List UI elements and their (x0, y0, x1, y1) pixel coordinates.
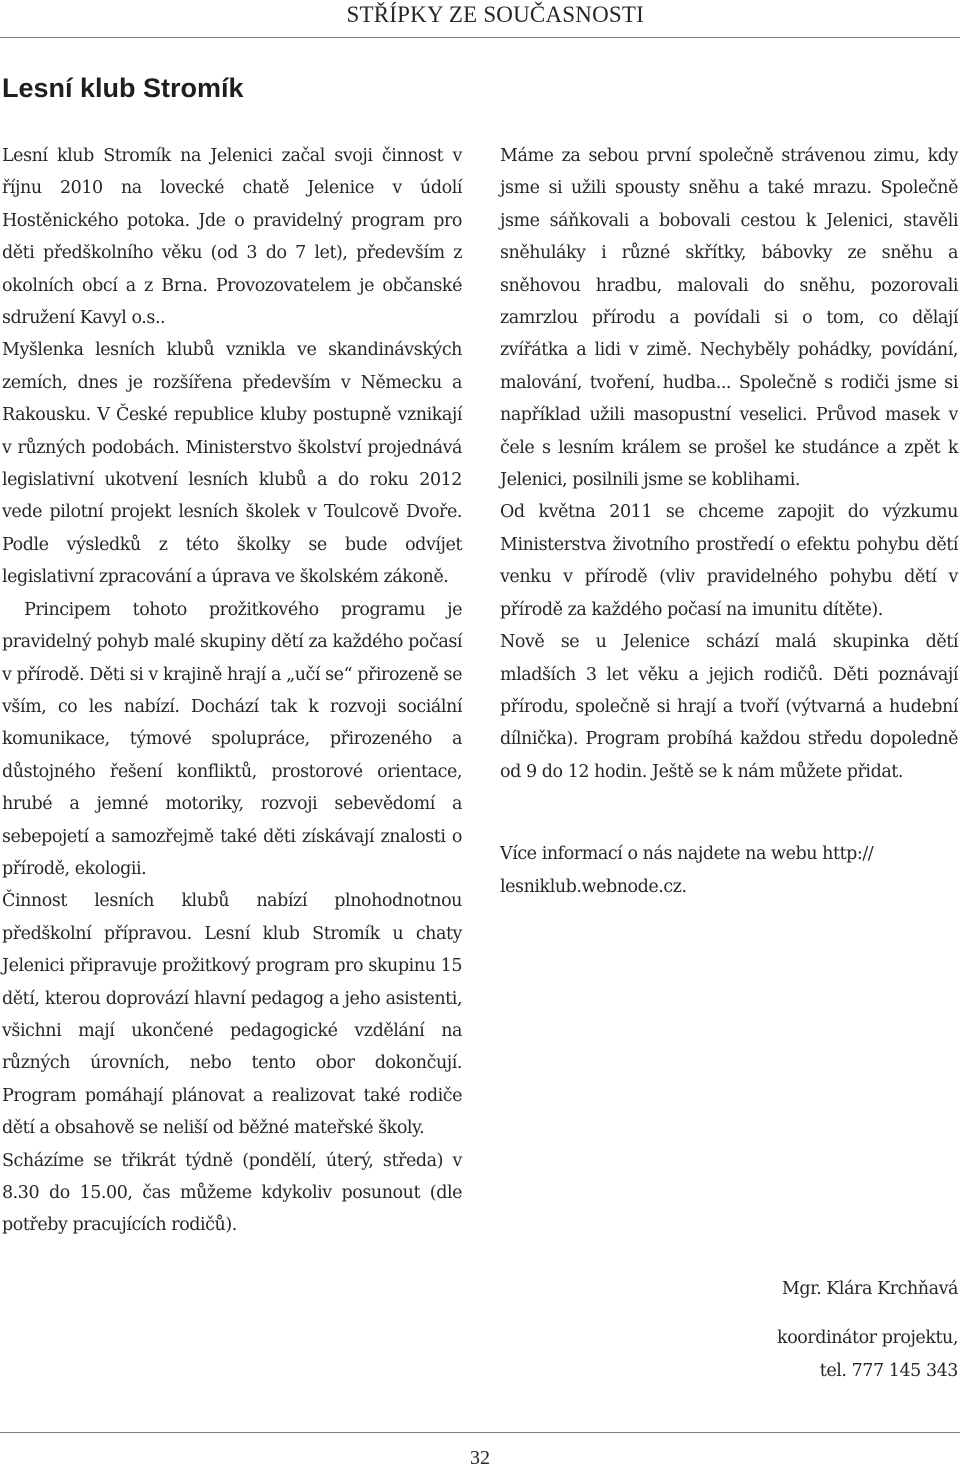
signature-block (658, 1273, 958, 1387)
author-name: Mgr. Klára Krchňavá (781, 1279, 958, 1299)
more-info-text: Více informací o nás najdete na webu http:// lesniklub.webnode.cz. (500, 844, 874, 897)
left-column (2, 140, 468, 1242)
spacer (500, 788, 958, 838)
paragraph-activity: Činnost lesních klubů nabízí plnohodnotnou předškolní přípravou. Lesní klub Stromík u chaty Jelenici připravuje prožitkový program pro skupinu 15 dětí, kterou doprovází hlavní pedagog a jeho asistenti, všichni mají ukončené pedagogické vzdělání na různých úrovních, nebo tento obor dokončují. Program pomáhají plánovat a realizovat také rodiče dětí a obsahově se neliší od běžné mateřské školy. (2, 891, 462, 1139)
header-divider (0, 37, 960, 38)
author-phone: tel. 777 145 343 (819, 1360, 958, 1381)
section-title: STŘÍPKY ZE SOUČASNOSTI (346, 2, 644, 27)
paragraph-winter: Máme za sebou první společně strávenou zimu, kdy jsme si užili spousty sněhu a také mrazu. Společně jsme sáňkovali a bobovali cestou k Jelenici, stavěli sněhuláky i různé skřítky, bábovky ze sněhu a sněhovou hradbu, malovali do sněhu, pozorovali zamrzlou přírodu a povídali si o tom, co dělají zvířátka a lidi v zimě. Nechyběly pohádky, povídání, malování, tvoření, hudba... Společně s rodiči jsme si například užili masopustní veselici. Průvod masek v čele s lesním králem se prošel ke studánce a zpět k Jelenici, posilnili jsme se koblihami. (500, 146, 958, 491)
running-header (0, 0, 960, 40)
paragraph-schedule: Scházíme se třikrát týdně (pondělí, úterý, středa) v 8.30 do 15.00, čas můžeme kdykoliv posunout (dle potřeby pracujících rodičů). (2, 1150, 462, 1236)
article-title: Lesní klub Stromík (2, 73, 244, 103)
paragraph-principle: Principem tohoto prožitkového programu je pravidelný pohyb malé skupiny dětí za každého počasí v přírodě. Děti si v krajině hrají a „učí se“ přirozeně se vším, co les nabízí. Dochází tak k rozvoji sociální komunikace, týmové spolupráce, přirozeného a důstojného řešení konfliktů, prostorové orientace, hrubé a jemné motoriky, rozvoji sebevědomí a sebepojetí a samozřejmě také děti získávají znalosti o přírodě, ekologii. (2, 599, 468, 879)
footer-divider (0, 1432, 960, 1433)
paragraph-research: Od května 2011 se chceme zapojit do výzkumu Ministerstva životního prostředí o efektu pohybu dětí venku v přírodě (vliv pravidelného pohybu dětí v přírodě za každého počasí na imunitu dítěte). (500, 502, 958, 620)
author-role: koordinátor projektu, (777, 1328, 958, 1349)
paragraph-origin: Myšlenka lesních klubů vznikla ve skandinávských zemích, dnes je rozšířena především v Německu a Rakousku. V České republice kluby postupně vznikají v různých podobách. Ministerstvo školství projednává legislativní ukotvení lesních klubů a do roku 2012 vede pilotní projekt lesních školek v Toulcově Dvoře. Podle výsledků z této školky se bude odvíjet legislativní zpracování a úprava ve školském zákoně. (2, 340, 462, 588)
paragraph-toddlers: Nově se u Jelenice schází malá skupinka dětí mladších 3 let věku a jejich rodičů. Děti poznávají přírodu, společně si hrají a tvoří (výtvarná a hudební dílnička). Program probíhá každou středu dopoledně od 9 do 12 hodin. Ještě se k nám můžete přidat. (500, 632, 958, 782)
paragraph-intro: Lesní klub Stromík na Jelenici začal svoji činnost v říjnu 2010 na lovecké chatě Jelenice v údolí Hostěnického potoka. Jde o pravidelný program pro děti předškolního věku (od 3 do 7 let), především z okolních obcí a z Brna. Provozovatelem je občanské sdružení Kavyl o.s.. (2, 146, 462, 329)
right-column (500, 140, 958, 903)
page-number: 32 (470, 1447, 490, 1469)
